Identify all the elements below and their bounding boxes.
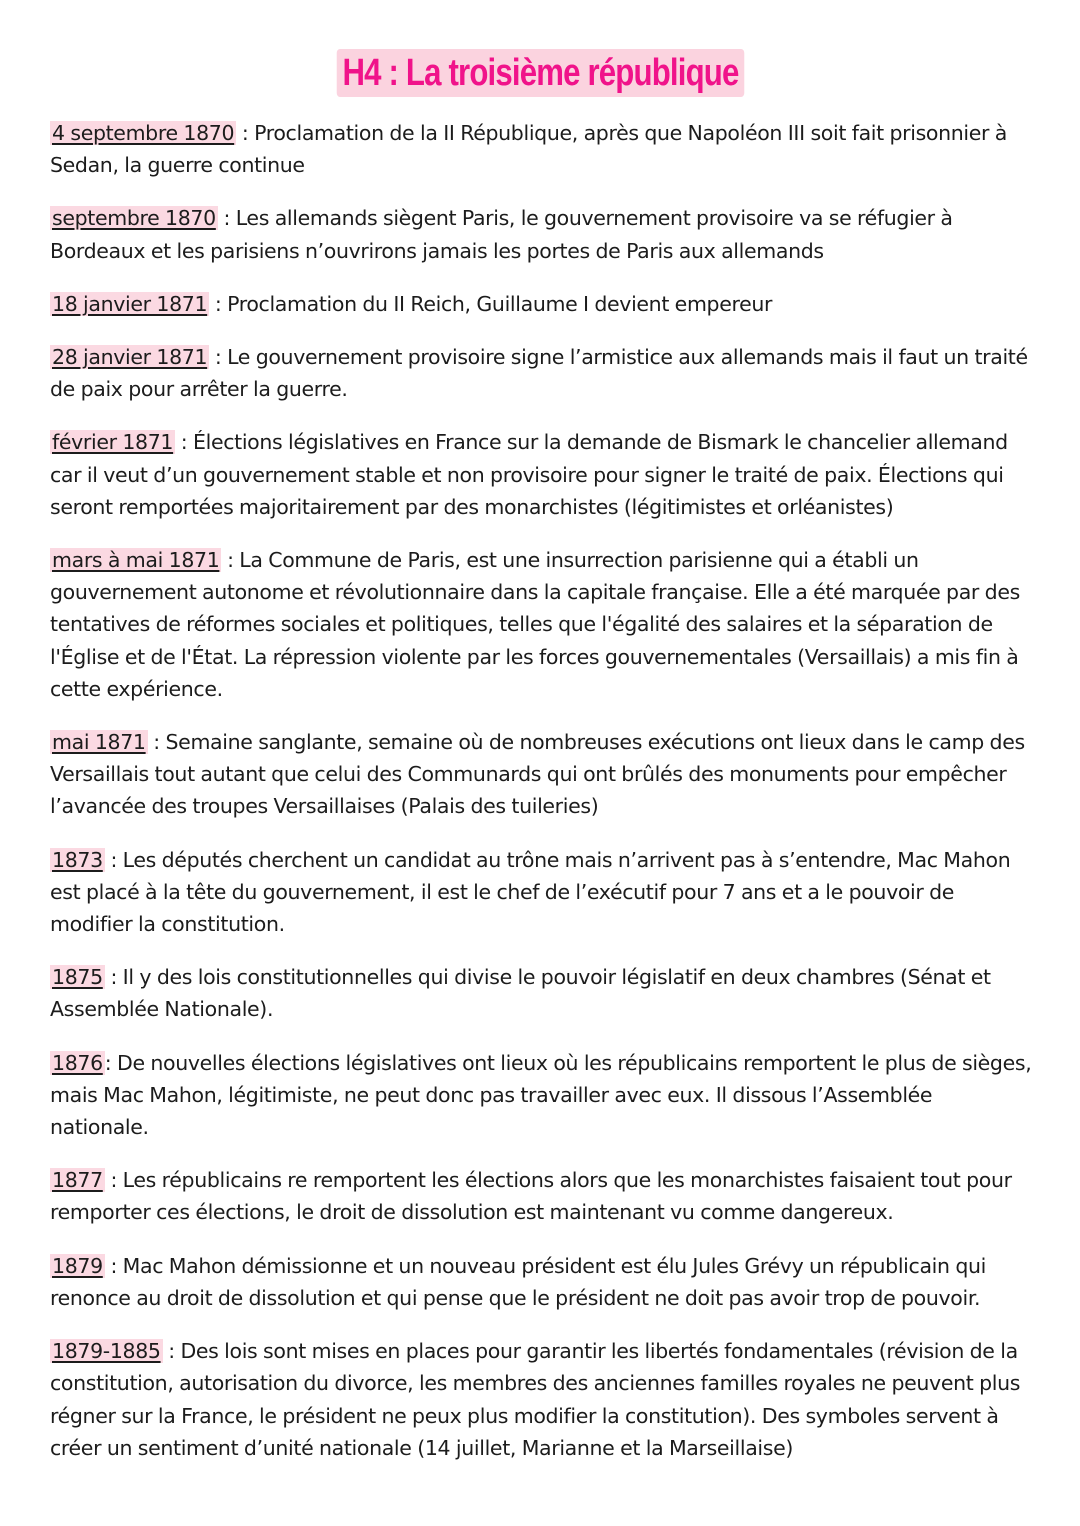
entry-text: La Commune de Paris, est une insurrection parisienne qui a établi un gouvernement autonome et révolutionnaire dans la capitale française. Elle a été marquée par des tentatives de réformes sociales et politiques, telles que l'égalité des salaires et la séparation de l'Église et de l'État. La répression violente par les forces gouvernementales (Versaillais) a mis fin à cette expérience.	[50, 548, 1020, 701]
entry-text: De nouvelles élections législatives ont lieux où les républicains remportent le plus de sièges, mais Mac Mahon, légitimiste, ne peut donc pas travailler avec eux. Il dissous l’Assemblée nationale.	[50, 1050, 1032, 1140]
timeline-entry: mai 1871 : Semaine sanglante, semaine où de nombreuses exécutions ont lieux dans le camp des Versaillais tout autant que celui des Communards qui ont brûlés des monuments pour empêcher l’avancée des troupes Versaillaises (Palais des tuileries)	[50, 730, 1025, 819]
entry-text: Les républicains re remportent les élections alors que les monarchistes faisaient tout pour remporter ces élections, le droit de dissolution est maintenant vu comme dangereux.	[50, 1168, 1012, 1225]
entry-date: 1879-1885	[52, 1339, 161, 1364]
timeline-entry: 1875 : Il y des lois constitutionnelles qui divise le pouvoir législatif en deux chambres (Sénat et Assemblée Nationale).	[50, 965, 991, 1022]
entry-text: Proclamation de la II République, après que Napoléon III soit fait prisonnier à Sedan, la guerre continue	[50, 121, 1007, 178]
entry-text: Les allemands siègent Paris, le gouvernement provisoire va se réfugier à Bordeaux et les parisiens n’ouvrirons jamais les portes de Paris aux allemands	[50, 206, 953, 263]
timeline-entry: 1873 : Les députés cherchent un candidat au trône mais n’arrivent pas à s’entendre, Mac Mahon est placé à la tête du gouvernement, il est le chef de l’exécutif pour 7 ans et a le pouvoir de modifier la constitution.	[50, 847, 1011, 937]
timeline-entry: 1879 : Mac Mahon démissionne et un nouveau président est élu Jules Grévy un républicain qui renonce au droit de dissolution et qui pense que le président ne doit pas avoir trop de pouvoir.	[50, 1253, 986, 1310]
entry-date: février 1871	[52, 430, 174, 455]
entry-text: Les députés cherchent un candidat au trône mais n’arrivent pas à s’entendre, Mac Mahon est placé à la tête du gouvernement, il est le chef de l’exécutif pour 7 ans et a le pouvoir de modifier la constitution.	[50, 847, 1011, 937]
entry-text: Des lois sont mises en places pour garantir les libertés fondamentales (révision de la constitution, autorisation du divorce, les membres des anciennes familles royales ne peuvent plus régner sur la France, le président ne peux plus modifier la constitution). Des symboles servent à créer un sentiment d’unité nationale (14 juillet, Marianne et la Marseillaise)	[50, 1339, 1021, 1460]
page-title-wrapper	[0, 49, 1080, 97]
entry-date: mai 1871	[52, 730, 146, 755]
entry-text: Semaine sanglante, semaine où de nombreuses exécutions ont lieux dans le camp des Versaillais tout autant que celui des Communards qui ont brûlés des monuments pour empêcher l’avancée des troupes Versaillaises (Palais des tuileries)	[50, 730, 1025, 819]
timeline-entry: 4 septembre 1870 : Proclamation de la II République, après que Napoléon III soit fait prisonnier à Sedan, la guerre continue	[50, 121, 1007, 178]
entry-text: Il y des lois constitutionnelles qui divise le pouvoir législatif en deux chambres (Sénat et Assemblée Nationale).	[50, 965, 991, 1022]
entry-date: 1877	[52, 1168, 103, 1193]
timeline-entry: février 1871 : Élections législatives en France sur la demande de Bismark le chancelier allemand car il veut d’un gouvernement stable et non provisoire pour signer le traité de paix. Élections qui seront remportées majoritairement par des monarchistes (légitimistes et orléanistes)	[50, 430, 1008, 519]
entry-date: 1876	[52, 1050, 103, 1075]
timeline-entry: septembre 1870 : Les allemands siègent Paris, le gouvernement provisoire va se réfugier à Bordeaux et les parisiens n’ouvrirons jamais les portes de Paris aux allemands	[50, 206, 953, 263]
page-title: H4 : La troisième république	[336, 49, 744, 97]
timeline-entry: 1877 : Les républicains re remportent les élections alors que les monarchistes faisaient tout pour remporter ces élections, le droit de dissolution est maintenant vu comme dangereux.	[50, 1168, 1012, 1225]
timeline-entry: 18 janvier 1871 : Proclamation du II Reich, Guillaume I devient empereur	[52, 291, 773, 316]
entry-date: mars à mai 1871	[52, 548, 220, 573]
entry-text: Le gouvernement provisoire signe l’armistice aux allemands mais il faut un traité de paix pour arrêter la guerre.	[50, 345, 1028, 402]
entry-date: septembre 1870	[52, 206, 216, 231]
entry-date: 1879	[52, 1253, 103, 1278]
entry-date: 18 janvier 1871	[52, 291, 208, 316]
timeline-entry: mars à mai 1871 : La Commune de Paris, est une insurrection parisienne qui a établi un gouvernement autonome et révolutionnaire dans la capitale française. Elle a été marquée par des tentatives de réformes sociales et politiques, telles que l'égalité des salaires et la séparation de l'Église et de l'État. La répression violente par les forces gouvernementales (Versaillais) a mis fin à cette expérience.	[50, 548, 1020, 701]
entry-text: Proclamation du II Reich, Guillaume I devient empereur	[227, 291, 773, 316]
entry-date: 1873	[52, 847, 103, 872]
entry-date: 28 janvier 1871	[52, 345, 208, 370]
timeline-list	[50, 117, 1035, 1464]
entry-date: 1875	[52, 965, 103, 990]
timeline-entry: 28 janvier 1871 : Le gouvernement provisoire signe l’armistice aux allemands mais il faut un traité de paix pour arrêter la guerre.	[50, 345, 1028, 402]
entry-date: 4 septembre 1870	[52, 121, 235, 145]
entry-text: Élections législatives en France sur la demande de Bismark le chancelier allemand car il veut d’un gouvernement stable et non provisoire pour signer le traité de paix. Élections qui seront remportées majoritairement par des monarchistes (légitimistes et orléanistes)	[50, 430, 1008, 519]
entry-text: Mac Mahon démissionne et un nouveau président est élu Jules Grévy un républicain qui renonce au droit de dissolution et qui pense que le président ne doit pas avoir trop de pouvoir.	[50, 1253, 986, 1310]
timeline-entry: 1876: De nouvelles élections législatives ont lieux où les républicains remportent le plus de sièges, mais Mac Mahon, légitimiste, ne peut donc pas travailler avec eux. Il dissous l’Assemblée nationale.	[50, 1050, 1032, 1140]
timeline-entry: 1879-1885 : Des lois sont mises en places pour garantir les libertés fondamentales (révision de la constitution, autorisation du divorce, les membres des anciennes familles royales ne peuvent plus régner sur la France, le président ne peux plus modifier la constitution). Des symboles servent à créer un sentiment d’unité nationale (14 juillet, Marianne et la Marseillaise)	[50, 1339, 1021, 1460]
